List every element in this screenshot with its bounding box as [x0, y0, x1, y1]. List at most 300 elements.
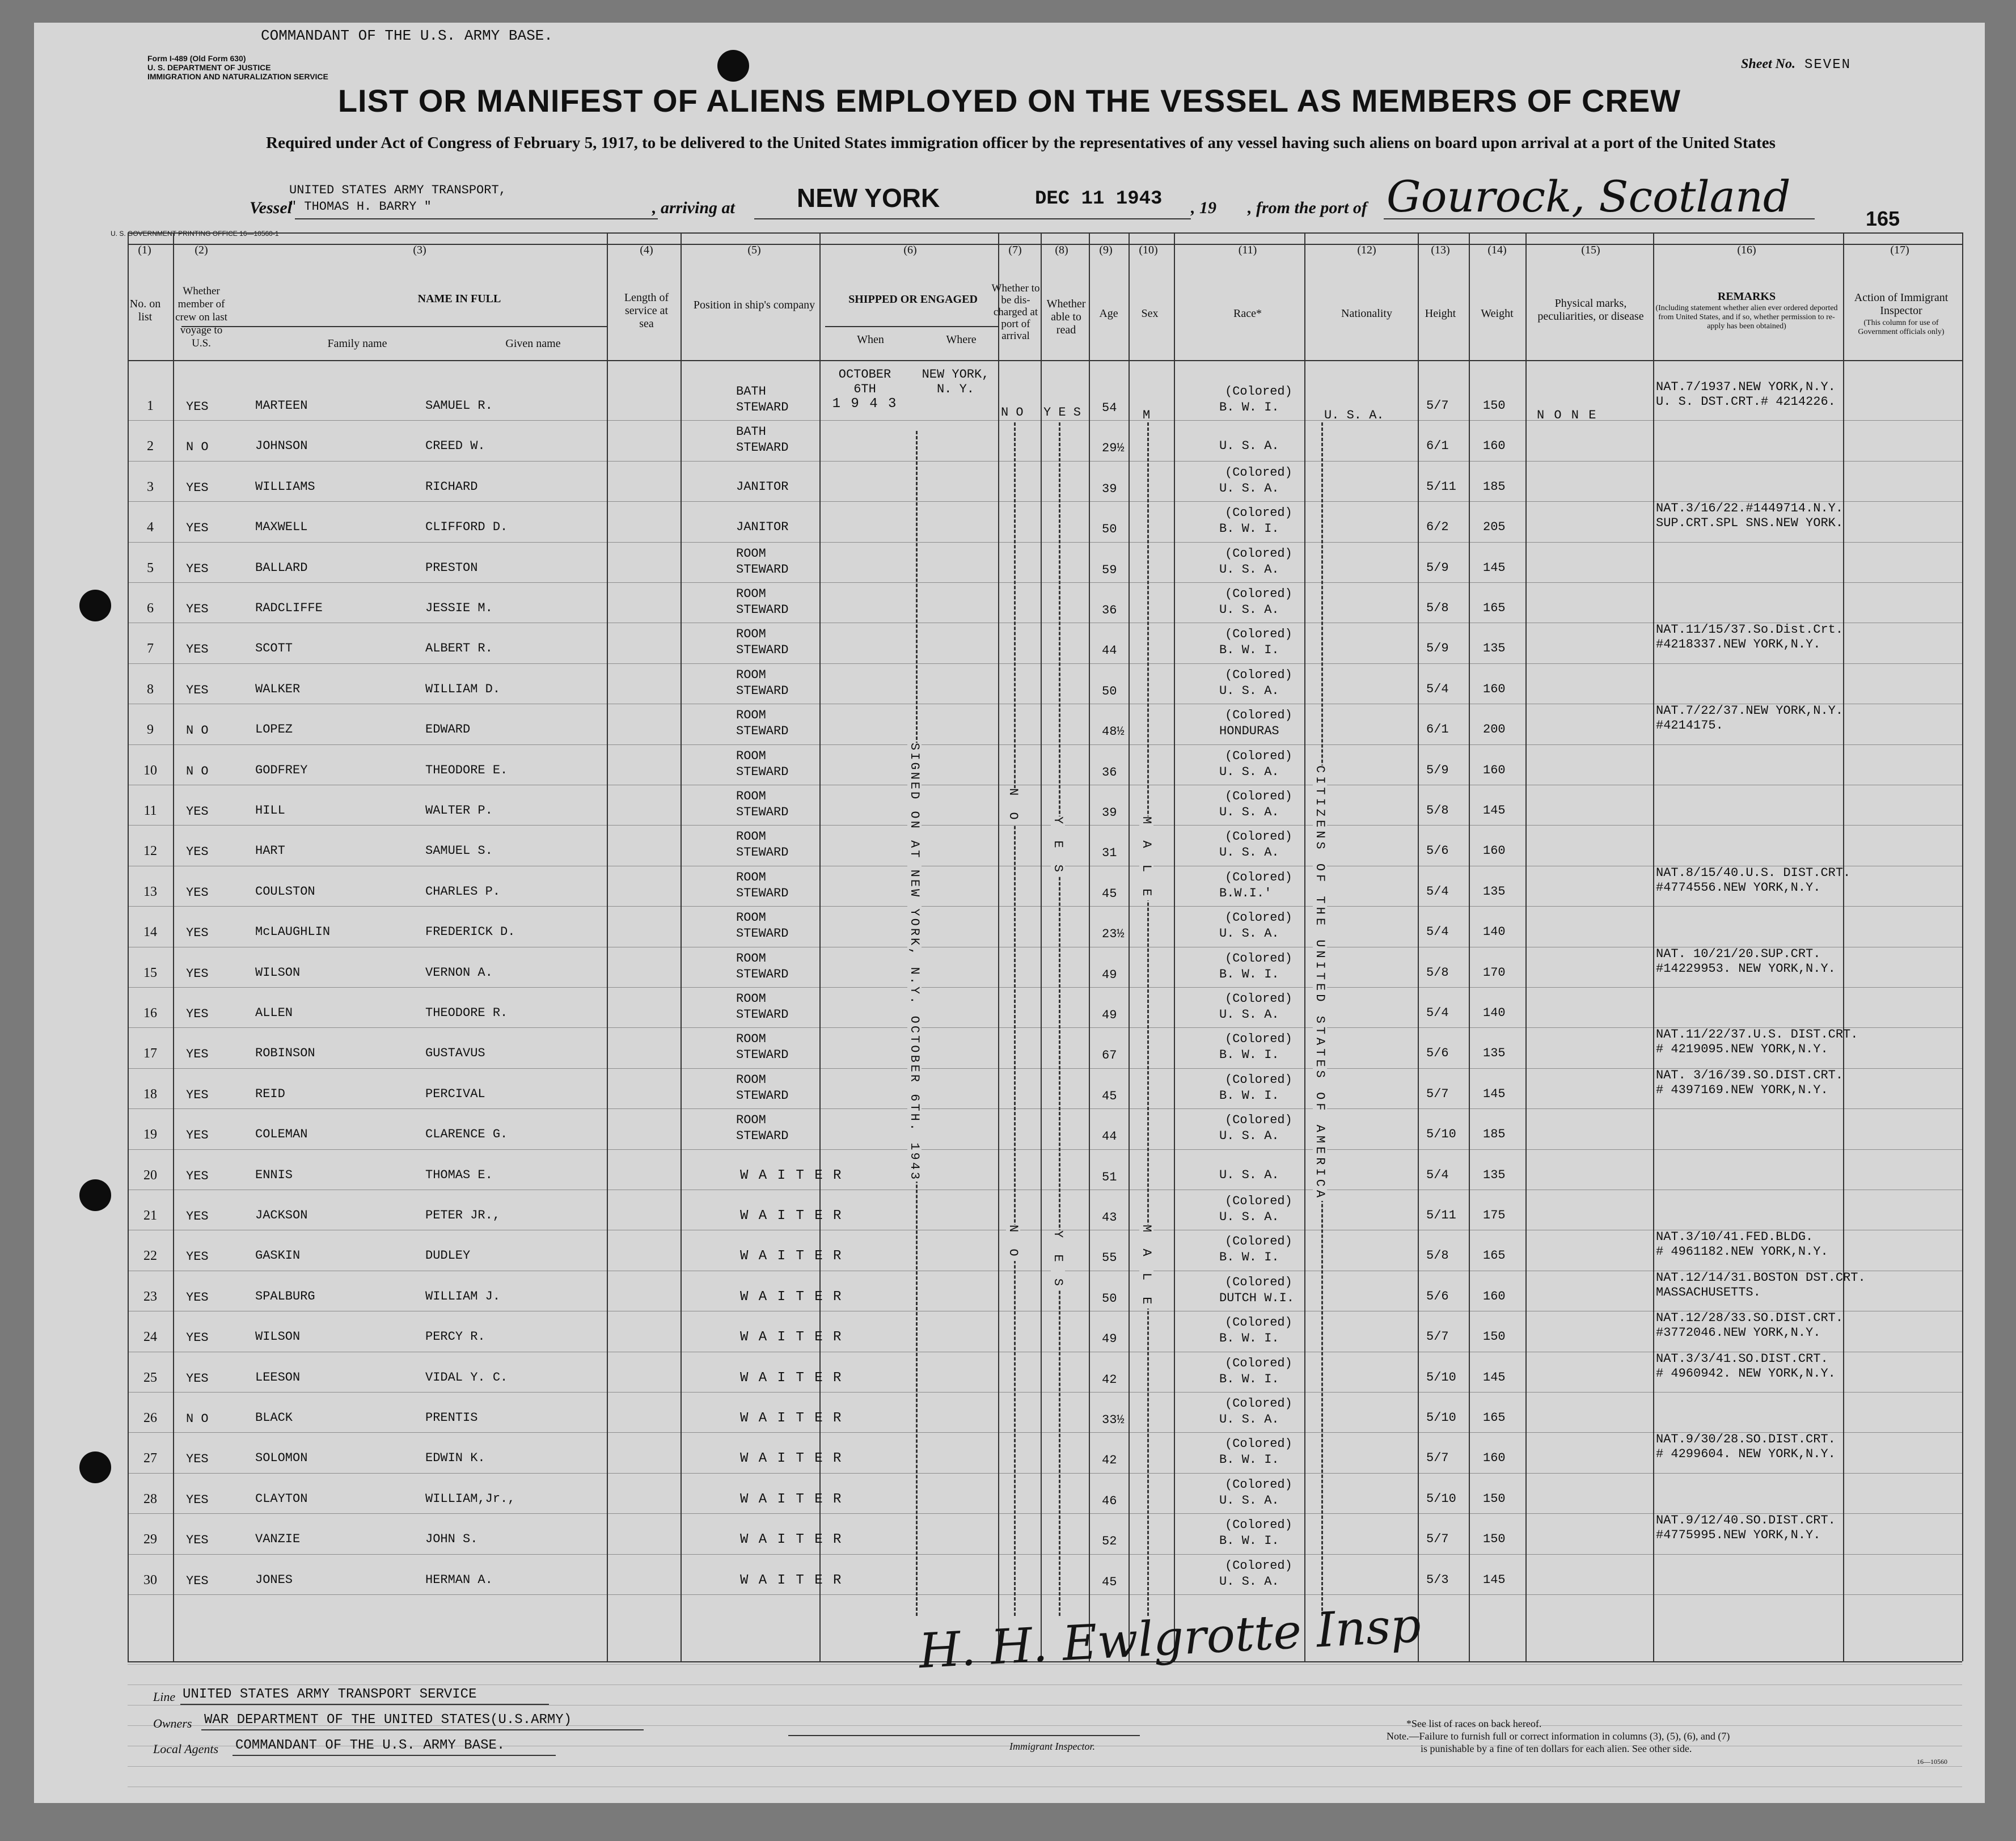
height: 5/10: [1426, 1127, 1456, 1142]
row-line: [128, 420, 1962, 421]
row-number: 19: [143, 1127, 157, 1142]
row-number: 3: [147, 479, 154, 494]
remarks-line: NAT. 3/16/39.SO.DIST.CRT.: [1656, 1068, 1844, 1082]
family-name: MARTEEN: [255, 399, 308, 413]
remarks-line: NAT.8/15/40.U.S. DIST.CRT.: [1656, 865, 1851, 880]
crew-last-voyage: YES: [186, 602, 209, 616]
col-header-height: Height: [1425, 307, 1456, 320]
weight: 140: [1483, 1006, 1506, 1020]
race: U. S. A.: [1219, 1167, 1279, 1182]
owners-label: Owners: [153, 1716, 192, 1730]
position-line: ROOM: [736, 1113, 766, 1128]
col-num: (7): [1008, 244, 1022, 256]
form-line: U. S. DEPARTMENT OF JUSTICE: [147, 63, 271, 72]
col-header-shipped: SHIPPED OR ENGAGED: [848, 293, 978, 306]
weight: 135: [1483, 884, 1506, 899]
position: W A I T E R: [740, 1167, 843, 1183]
race-line: U. S. A.: [1219, 562, 1279, 577]
age: 44: [1102, 1129, 1117, 1144]
fine-note-1: Note.—Failure to furnish full or correct information in columns (3), (5), (6), and (7): [1387, 1730, 1730, 1742]
race-line: (Colored): [1225, 546, 1292, 561]
col-num: (17): [1890, 244, 1909, 256]
race-line: (Colored): [1225, 789, 1292, 803]
given-name: THEODORE R.: [425, 1006, 508, 1020]
age: 46: [1102, 1493, 1117, 1508]
stamp-top: COMMANDANT OF THE U.S. ARMY BASE.: [261, 27, 553, 44]
discharged-value: N O: [1001, 405, 1024, 420]
position-line: ROOM: [736, 1072, 766, 1087]
given-name: CHARLES P.: [425, 884, 501, 899]
weight: 145: [1483, 1572, 1506, 1587]
height: 5/4: [1426, 682, 1449, 696]
race-line: B. W. I.: [1219, 1331, 1279, 1346]
remarks-line: # 4960942. NEW YORK,N.Y.: [1656, 1366, 1836, 1381]
remarks-line: NAT.3/16/22.#1449714.N.Y.: [1656, 501, 1844, 516]
sex-male-text: M A L E: [1139, 816, 1153, 901]
grid-line: [1962, 232, 1963, 1661]
age: 45: [1102, 886, 1117, 901]
row-number: 10: [143, 763, 157, 778]
row-line: [128, 1594, 1962, 1595]
agents-label: Local Agents: [153, 1742, 219, 1756]
position-line: STEWARD: [736, 926, 789, 941]
race-line: B. W. I.: [1219, 1453, 1279, 1467]
position-line: ROOM: [736, 870, 766, 884]
age: 59: [1102, 562, 1117, 577]
weight: 185: [1483, 479, 1506, 494]
punch-hole: [79, 590, 111, 621]
ditto-line: [1147, 422, 1149, 1616]
age: 52: [1102, 1534, 1117, 1549]
family-name: ROBINSON: [255, 1046, 315, 1061]
read-yes-text: Y E S: [1051, 816, 1065, 877]
punch-hole: [79, 1451, 111, 1483]
position: W A I T E R: [740, 1572, 843, 1588]
race-line: (Colored): [1225, 587, 1292, 601]
year-label: , 19: [1191, 198, 1216, 217]
row-line: [128, 1108, 1962, 1109]
crew-last-voyage: YES: [186, 400, 209, 414]
grid-line: [173, 232, 174, 1661]
race-line: U. S. A.: [1219, 1008, 1279, 1022]
position: W A I T E R: [740, 1330, 843, 1345]
position: JANITOR: [736, 520, 789, 535]
row-number: 14: [143, 925, 157, 940]
sex-value: M: [1143, 408, 1151, 422]
remarks-line: #4775995.NEW YORK,N.Y.: [1656, 1528, 1821, 1543]
col-num: (11): [1238, 244, 1257, 256]
row-number: 22: [143, 1249, 157, 1264]
weight: 145: [1483, 1086, 1506, 1101]
row-number: 1: [147, 399, 154, 413]
row-line: [128, 1554, 1962, 1555]
discharged-no-text: N O: [1006, 788, 1020, 824]
age: 50: [1102, 1291, 1117, 1306]
family-name: ALLEN: [255, 1006, 293, 1020]
race-line: HONDURAS: [1219, 724, 1279, 739]
grid-line: [1418, 232, 1419, 1661]
col-header-action-note: (This column for use of Government officials only): [1858, 319, 1945, 336]
col-num: (8): [1055, 244, 1068, 256]
given-name: GUSTAVUS: [425, 1046, 485, 1061]
sex-male-text: M A L E: [1139, 1225, 1153, 1309]
ditto-line: [1014, 422, 1016, 1616]
crew-last-voyage: YES: [186, 966, 209, 981]
page-subtitle: Required under Act of Congress of February 5, 1917, to be delivered to the United States immigration officer by the representatives of any vessel having such aliens on board upon arrival at a port of the United States: [266, 134, 1776, 152]
position-line: STEWARD: [736, 603, 789, 617]
row-line: [128, 1149, 1962, 1150]
col-header-where: Where: [946, 333, 977, 346]
ditto-line: [1059, 422, 1060, 1616]
crew-last-voyage: YES: [186, 1007, 209, 1021]
age: 36: [1102, 765, 1117, 780]
age: 49: [1102, 1008, 1117, 1022]
crew-last-voyage: YES: [186, 1128, 209, 1143]
col-header-position: Position in ship's company: [693, 299, 815, 311]
shipped-when: [825, 367, 905, 412]
height: 5/8: [1426, 1249, 1449, 1263]
race-line: (Colored): [1225, 1477, 1292, 1492]
race-line: (Colored): [1225, 1518, 1292, 1533]
weight: 145: [1483, 1370, 1506, 1385]
position-line: BATH: [736, 425, 766, 439]
family-name: McLAUGHLIN: [255, 925, 331, 939]
position: W A I T E R: [740, 1532, 843, 1548]
given-name: PETER JR.,: [425, 1208, 501, 1222]
row-number: 25: [143, 1370, 157, 1385]
weight: 150: [1483, 1491, 1506, 1506]
position-line: STEWARD: [736, 845, 789, 860]
line-value: UNITED STATES ARMY TRANSPORT SERVICE: [183, 1687, 477, 1702]
row-number: 6: [147, 601, 154, 616]
col-header-when: When: [857, 333, 884, 346]
col-header-no: No. on list: [129, 298, 161, 323]
given-name: CLARENCE G.: [425, 1127, 508, 1142]
race-line: (Colored): [1225, 1437, 1292, 1451]
crew-last-voyage: YES: [186, 1290, 209, 1305]
race-line: (Colored): [1225, 1396, 1292, 1411]
height: 5/11: [1426, 479, 1456, 494]
family-name: BALLARD: [255, 560, 308, 575]
crew-last-voyage: YES: [186, 1047, 209, 1062]
given-name: PRENTIS: [425, 1411, 478, 1425]
crew-last-voyage: YES: [186, 1371, 209, 1386]
position-line: STEWARD: [736, 400, 789, 414]
height: 5/8: [1426, 965, 1449, 980]
height: 5/4: [1426, 1167, 1449, 1182]
grid-line: [1089, 232, 1090, 1661]
grid-line: [1525, 232, 1527, 1661]
family-name: REID: [255, 1086, 285, 1101]
race-line: (Colored): [1225, 1275, 1292, 1289]
weight: 160: [1483, 844, 1506, 858]
position: W A I T E R: [740, 1451, 843, 1467]
grid-line: [128, 360, 1962, 361]
remarks-line: #4774556.NEW YORK,N.Y.: [1656, 880, 1821, 895]
sheet-label: Sheet No.: [1741, 57, 1795, 71]
height: 6/2: [1426, 520, 1449, 535]
position-line: STEWARD: [736, 1048, 789, 1063]
age: 44: [1102, 644, 1117, 658]
agents-value: COMMANDANT OF THE U.S. ARMY BASE.: [235, 1738, 505, 1753]
weight: 160: [1483, 763, 1506, 777]
age: 33½: [1102, 1413, 1125, 1427]
given-name: SAMUEL S.: [425, 844, 493, 858]
family-name: SOLOMON: [255, 1451, 308, 1466]
given-name: THOMAS E.: [425, 1167, 493, 1182]
inspector-label: Immigrant Inspector.: [1009, 1741, 1095, 1752]
position-line: STEWARD: [736, 441, 789, 455]
given-name: FREDERICK D.: [425, 925, 515, 939]
discharged-no-text: N O: [1006, 1225, 1020, 1261]
race-line: U. S. A.: [1219, 926, 1279, 941]
given-name: VIDAL Y. C.: [425, 1370, 508, 1385]
race-line: (Colored): [1225, 465, 1292, 480]
race-line: (Colored): [1225, 911, 1292, 925]
race-line: B. W. I.: [1219, 967, 1279, 981]
col-header-last-voyage: Whether member of crew on last voyage to U.S.: [175, 285, 227, 349]
race-line: (Colored): [1225, 870, 1292, 884]
age: 43: [1102, 1211, 1117, 1225]
position: JANITOR: [736, 479, 789, 494]
row-line: [128, 461, 1962, 462]
read-value: Y E S: [1043, 405, 1081, 420]
weight: 135: [1483, 641, 1506, 656]
height: 5/9: [1426, 641, 1449, 656]
family-name: GASKIN: [255, 1249, 301, 1263]
col-header-family: Family name: [327, 337, 387, 350]
position-line: STEWARD: [736, 764, 789, 779]
given-name: WILLIAM D.: [425, 682, 501, 696]
grid-line: [1129, 232, 1130, 1661]
remarks-line: # 4397169.NEW YORK,N.Y.: [1656, 1082, 1828, 1097]
given-name: EDWIN K.: [425, 1451, 485, 1466]
family-name: CLAYTON: [255, 1491, 308, 1506]
col-num: (4): [640, 244, 653, 256]
crew-last-voyage: YES: [186, 1492, 209, 1507]
crew-last-voyage: YES: [186, 642, 209, 657]
shipped-when-line: 1 9 4 3: [832, 396, 898, 412]
remarks-line: NAT.12/28/33.SO.DIST.CRT.: [1656, 1311, 1844, 1326]
race-line: (Colored): [1225, 748, 1292, 763]
age: 36: [1102, 603, 1117, 617]
col-header-remarks-note: (Including statement whether alien ever ordered deported from United States, and if so, whether permission to re-apply has been obtained): [1655, 304, 1838, 331]
age: 45: [1102, 1089, 1117, 1103]
position-line: ROOM: [736, 951, 766, 966]
weight: 160: [1483, 439, 1506, 454]
crew-last-voyage: YES: [186, 1087, 209, 1102]
family-name: WILSON: [255, 1330, 301, 1344]
family-name: JACKSON: [255, 1208, 308, 1222]
grid-line: [1653, 232, 1654, 1661]
weight: 165: [1483, 1249, 1506, 1263]
position-line: STEWARD: [736, 683, 789, 698]
arriving-port: NEW YORK: [797, 183, 940, 213]
given-name: WILLIAM,Jr.,: [425, 1491, 515, 1506]
race-line: (Colored): [1225, 1356, 1292, 1370]
position-line: ROOM: [736, 829, 766, 844]
remarks-line: NAT.3/3/41.SO.DIST.CRT.: [1656, 1351, 1828, 1366]
height: 5/3: [1426, 1572, 1449, 1587]
crew-last-voyage: YES: [186, 683, 209, 697]
given-name: VERNON A.: [425, 965, 493, 980]
weight: 165: [1483, 601, 1506, 615]
height: 5/10: [1426, 1491, 1456, 1506]
col-header-service: Length of service at sea: [624, 291, 669, 330]
crew-last-voyage: YES: [186, 561, 209, 576]
weight: 175: [1483, 1208, 1506, 1222]
age: 50: [1102, 522, 1117, 537]
row-number: 28: [143, 1491, 157, 1506]
height: 5/6: [1426, 1046, 1449, 1061]
crew-last-voyage: YES: [186, 926, 209, 941]
position-line: STEWARD: [736, 724, 789, 739]
from-port: Gourock, Scotland: [1387, 171, 1791, 222]
grid-line: [128, 232, 1962, 234]
race: U. S. A.: [1219, 439, 1279, 454]
position-line: STEWARD: [736, 643, 789, 658]
vessel-line1: UNITED STATES ARMY TRANSPORT,: [289, 183, 506, 197]
race-line: (Colored): [1225, 951, 1292, 966]
race-line: B. W. I.: [1219, 1372, 1279, 1386]
col-num: (9): [1099, 244, 1113, 256]
position-line: ROOM: [736, 1032, 766, 1047]
age: 23½: [1102, 927, 1125, 942]
col-num: (12): [1357, 244, 1376, 256]
age: 50: [1102, 684, 1117, 699]
position-line: STEWARD: [736, 886, 789, 900]
crew-last-voyage: N O: [186, 1412, 209, 1426]
height: 5/10: [1426, 1411, 1456, 1425]
position-line: ROOM: [736, 708, 766, 723]
col-num: (5): [747, 244, 761, 256]
remarks-line: NAT.3/10/41.FED.BLDG.: [1656, 1230, 1814, 1245]
crew-last-voyage: YES: [186, 1331, 209, 1345]
given-name: HERMAN A.: [425, 1572, 493, 1587]
given-name: ALBERT R.: [425, 641, 493, 656]
position-line: ROOM: [736, 789, 766, 803]
weight: 160: [1483, 1289, 1506, 1303]
remarks-line: MASSACHUSETTS.: [1656, 1285, 1761, 1300]
position-line: ROOM: [736, 627, 766, 642]
owners-value: WAR DEPARTMENT OF THE UNITED STATES(U.S.ARMY): [204, 1712, 572, 1728]
position: W A I T E R: [740, 1289, 843, 1305]
shipped-where: [910, 367, 1001, 397]
crew-last-voyage: YES: [186, 1209, 209, 1224]
sheet-value: SEVEN: [1804, 57, 1852, 73]
age: 29½: [1102, 441, 1125, 456]
family-name: COULSTON: [255, 884, 315, 899]
row-number: 24: [143, 1330, 157, 1345]
weight: 200: [1483, 722, 1506, 737]
remarks-line: U. S. DST.CRT.# 4214226.: [1656, 395, 1836, 409]
col-header-weight: Weight: [1481, 307, 1514, 320]
race-line: (Colored): [1225, 506, 1292, 520]
age: 49: [1102, 1332, 1117, 1347]
inspector-signature: H. H. Ewlgrotte Insp: [918, 1597, 1422, 1679]
vessel-label: Vessel: [250, 198, 292, 217]
height: 5/7: [1426, 399, 1449, 413]
position-line: STEWARD: [736, 1088, 789, 1103]
family-name: HILL: [255, 803, 285, 818]
race-line: U. S. A.: [1219, 1493, 1279, 1508]
row-number: 30: [143, 1572, 157, 1588]
race-line: U. S. A.: [1219, 603, 1279, 617]
punch-hole: [79, 1179, 111, 1211]
age: 39: [1102, 806, 1117, 820]
row-number: 27: [143, 1451, 157, 1466]
row-number: 8: [147, 682, 154, 697]
position: W A I T E R: [740, 1249, 843, 1264]
col-num: (15): [1581, 244, 1600, 256]
height: 5/4: [1426, 884, 1449, 899]
row-number: 13: [143, 884, 157, 899]
remarks-line: #3772046.NEW YORK,N.Y.: [1656, 1326, 1821, 1340]
height: 5/9: [1426, 763, 1449, 777]
given-name: JOHN S.: [425, 1532, 478, 1547]
race-line: (Colored): [1225, 1234, 1292, 1249]
family-name: JOHNSON: [255, 439, 308, 454]
position-line: STEWARD: [736, 1129, 789, 1144]
race-line: B. W. I.: [1219, 1250, 1279, 1265]
crew-last-voyage: YES: [186, 805, 209, 819]
grid-line: [681, 232, 682, 1661]
weight: 205: [1483, 520, 1506, 535]
position-line: ROOM: [736, 546, 766, 561]
family-name: BLACK: [255, 1411, 293, 1425]
printing-office: U. S. GOVERNMENT PRINTING OFFICE 16—10560-1: [111, 230, 279, 238]
position-line: ROOM: [736, 748, 766, 763]
position: W A I T E R: [740, 1208, 843, 1224]
row-number: 2: [147, 439, 154, 454]
age: 51: [1102, 1170, 1117, 1184]
position-line: ROOM: [736, 911, 766, 925]
remarks-line: #4218337.NEW YORK,N.Y.: [1656, 637, 1821, 652]
age: 45: [1102, 1575, 1117, 1589]
grid-line: [1469, 232, 1470, 1661]
form-line: IMMIGRATION AND NATURALIZATION SERVICE: [147, 72, 328, 81]
remarks-line: NAT. 10/21/20.SUP.CRT.: [1656, 946, 1821, 961]
position: W A I T E R: [740, 1491, 843, 1507]
given-name: THEODORE E.: [425, 763, 508, 777]
race-line: (Colored): [1225, 829, 1292, 844]
height: 5/6: [1426, 1289, 1449, 1303]
family-name: GODFREY: [255, 763, 308, 777]
manifest-sheet: [34, 23, 1985, 1803]
row-line: [128, 825, 1962, 826]
race-line: B. W. I.: [1219, 643, 1279, 658]
height: 5/6: [1426, 844, 1449, 858]
age: 48½: [1102, 725, 1125, 739]
grid-line: [181, 326, 607, 327]
col-header-read: Whether able to read: [1046, 298, 1086, 336]
row-number: 21: [143, 1208, 157, 1223]
family-name: SCOTT: [255, 641, 293, 656]
crew-last-voyage: YES: [186, 885, 209, 900]
position-line: STEWARD: [736, 1008, 789, 1022]
family-name: SPALBURG: [255, 1289, 315, 1303]
height: 5/7: [1426, 1086, 1449, 1101]
race-line: U. S. A.: [1219, 1412, 1279, 1427]
crew-last-voyage: YES: [186, 1533, 209, 1548]
form-line: Form I-489 (Old Form 630): [147, 54, 246, 63]
given-name: PERCY R.: [425, 1330, 485, 1344]
remarks-line: # 4961182.NEW YORK,N.Y.: [1656, 1245, 1828, 1259]
grid-line: [128, 232, 129, 1661]
grid-line: [607, 232, 608, 1661]
race-line: U. S. A.: [1219, 481, 1279, 496]
height: 5/9: [1426, 560, 1449, 575]
